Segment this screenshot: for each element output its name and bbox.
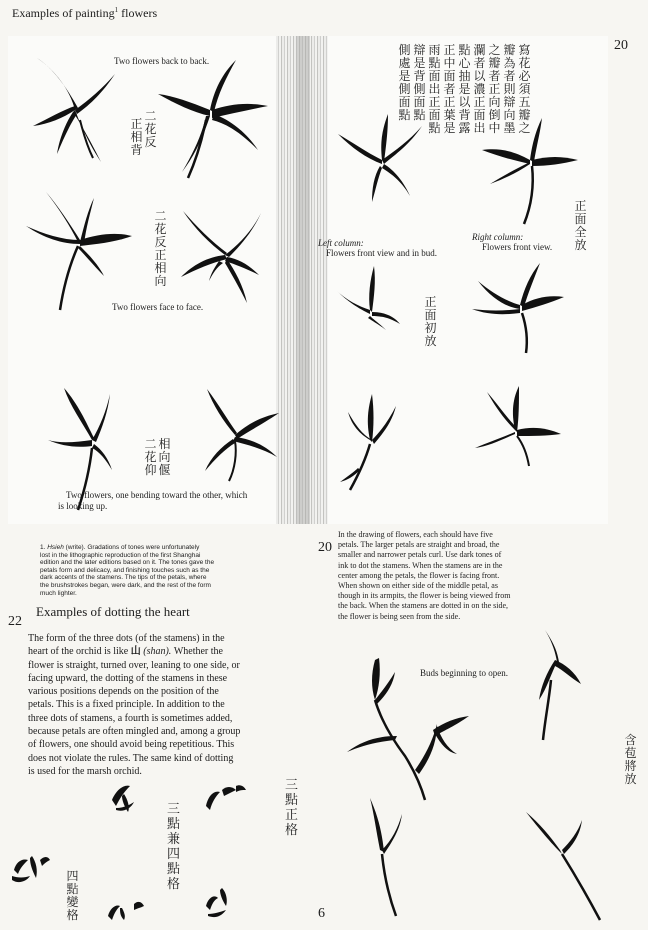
chinese-col-5: 點心抽是以背露 bbox=[458, 43, 471, 135]
chinese-col-2: 瓣為者則辯向墨 bbox=[503, 43, 516, 135]
chinese-text-block bbox=[398, 43, 532, 135]
footnote-line-6: the brushstrokes began, were dark, and the rest of the form bbox=[40, 581, 211, 589]
left-column-label: Left column: bbox=[318, 238, 364, 248]
chinese-col-3: 之瓣者正向倒中 bbox=[488, 43, 501, 135]
section-line-9: of flowers, one should avoid being repetitious. This bbox=[28, 739, 235, 751]
bud-branch-2 bbox=[539, 630, 581, 740]
section-line-7: three dots of stamens, a fourth is sometimes added, bbox=[28, 712, 233, 724]
section-line-8: because petals are often mingled and, among a group bbox=[28, 726, 241, 738]
vertical-label-buds: 含苞將放 bbox=[624, 733, 637, 786]
drawing-text-line-3: smaller and narrower petals curl. Use dark tones of bbox=[338, 550, 502, 560]
flower-right-front-4 bbox=[475, 386, 561, 466]
section-line-4: facing upward, the dotting of the stamens in these bbox=[28, 672, 228, 684]
drawing-text-line-4: ink to dot the stamens. When the stamens are in the bbox=[338, 560, 503, 570]
bud-branch-1 bbox=[347, 658, 469, 800]
flower-face-1 bbox=[26, 192, 132, 310]
section-line-2 bbox=[28, 645, 286, 658]
flower-right-front-1 bbox=[338, 114, 422, 202]
section-body bbox=[28, 632, 286, 778]
folio-number: 6 bbox=[318, 906, 325, 921]
drawing-text-line-7: though in its armpits, the flower is being viewed from bbox=[338, 591, 511, 601]
vertical-label-bend-1: 二花仰 bbox=[144, 437, 157, 477]
drawing-text-line-6: When shown on either side of the middle petal, as bbox=[338, 581, 498, 591]
footnote-mark: 1 bbox=[114, 6, 119, 14]
vertical-label-front: 正面全放 bbox=[574, 199, 587, 252]
vertical-label-back-2: 二花反 bbox=[144, 109, 157, 149]
bud-left-1 bbox=[336, 266, 400, 330]
header-title-before: Examples of painting bbox=[12, 6, 115, 20]
footnote-line-1: Gradations of tones were unfortunately bbox=[87, 544, 200, 551]
vertical-label-back-1: 正相背 bbox=[130, 117, 143, 157]
left-column-text: Flowers front view and in bud. bbox=[326, 248, 437, 258]
section-line-10: does not violate the rules. The same kind of dotting bbox=[28, 752, 234, 764]
section-line-3: flower is straight, turned over, leaning to one side, or bbox=[28, 659, 240, 671]
footnote-line-3: edition and the later editions based on it. The tones gave the bbox=[40, 559, 215, 567]
section-line-11: is used for the marsh orchid. bbox=[28, 765, 142, 777]
right-column-label: Right column: bbox=[472, 232, 524, 242]
flower-bend-2 bbox=[205, 389, 279, 481]
stamen-dots-examples bbox=[12, 785, 246, 920]
chinese-col-7: 雨點面出正面點 bbox=[428, 43, 441, 135]
right-column-text: Flowers front view. bbox=[482, 242, 553, 252]
caption-face-to-face: Two flowers face to face. bbox=[112, 302, 204, 312]
vertical-label-bud: 正面初放 bbox=[424, 295, 437, 348]
section-line-1: The form of the three dots (of the stamens) in the bbox=[28, 633, 225, 644]
caption-back-to-back: Two flowers back to back. bbox=[114, 56, 210, 66]
shan-character: 山 bbox=[130, 646, 141, 658]
chinese-col-1: 寫花必須五瓣之 bbox=[518, 43, 531, 135]
footnote-number: 1. bbox=[40, 544, 46, 551]
flower-back-2 bbox=[158, 60, 268, 178]
chinese-col-8: 辯是背側面點 bbox=[413, 43, 426, 122]
flower-right-front-3 bbox=[472, 263, 564, 353]
chinese-col-6: 正中面者正葉是 bbox=[443, 43, 456, 135]
caption-bending-line-2: is looking up. bbox=[58, 501, 108, 511]
bud-left-2 bbox=[340, 394, 396, 490]
vertical-label-three-four-dots: 三點兼四點格 bbox=[166, 802, 180, 892]
footnote-line-4: petals form and delicacy, and finishing touches such as the bbox=[40, 566, 210, 574]
shan-word: (shan). bbox=[143, 646, 172, 658]
text-page-number-20: 20 bbox=[318, 540, 332, 555]
footnote-line-7: much lighter. bbox=[40, 589, 77, 597]
drawing-text-line-2: petals. The larger petals are straight and broad, the bbox=[338, 540, 500, 550]
section-line-2-text: heart of the orchid is like bbox=[28, 646, 129, 658]
vertical-label-three-dots: 三點正格 bbox=[284, 778, 298, 838]
bud-branch-4 bbox=[526, 812, 600, 920]
footnote-line-2: lost in the lithographic reproduction of the first Shanghai bbox=[40, 551, 201, 559]
drawing-text-line-8: the back. When the stamens are dotted in on the side, bbox=[338, 601, 509, 611]
caption-bending-line-1: Two flowers, one bending toward the other, which bbox=[66, 490, 248, 500]
flower-face-2 bbox=[181, 211, 261, 303]
plate-page-number: 20 bbox=[614, 38, 628, 53]
chinese-col-4: 瀾者以濃正面出 bbox=[473, 43, 486, 135]
footnote-term: Hsieh bbox=[47, 544, 64, 551]
drawing-text-line-1: In the drawing of flowers, each should have five bbox=[338, 530, 493, 539]
drawing-text-line-9: the flower is being seen from the side. bbox=[338, 611, 461, 621]
header-title-after: flowers bbox=[121, 6, 158, 20]
drawing-flowers-text bbox=[338, 530, 570, 622]
vertical-label-bend-2: 相向偃 bbox=[158, 437, 171, 477]
vertical-label-four-dots: 四點變格 bbox=[66, 869, 79, 922]
chinese-col-9: 側處是側面點 bbox=[398, 43, 411, 122]
footnote-line-5: dark accents of the stamens. The tips of the petals, where bbox=[40, 574, 207, 582]
bud-branch-3 bbox=[370, 798, 402, 916]
flower-back-1 bbox=[33, 58, 115, 162]
shan-after: Whether the bbox=[173, 646, 223, 658]
section-page-number-22: 22 bbox=[8, 614, 22, 629]
drawing-text-line-5: center among the petals, the flower is facing front. bbox=[338, 570, 500, 580]
footnote bbox=[40, 544, 276, 597]
section-line-5: various positions depends on the position of the bbox=[28, 686, 219, 698]
section-heading: Examples of dotting the heart bbox=[36, 604, 190, 619]
vertical-label-face: 二花反正相向 bbox=[154, 209, 167, 288]
footnote-gloss: (write). bbox=[65, 544, 86, 551]
caption-buds: Buds beginning to open. bbox=[420, 668, 508, 678]
section-line-6: petals. This is a fixed principle. In addition to the bbox=[28, 699, 225, 711]
